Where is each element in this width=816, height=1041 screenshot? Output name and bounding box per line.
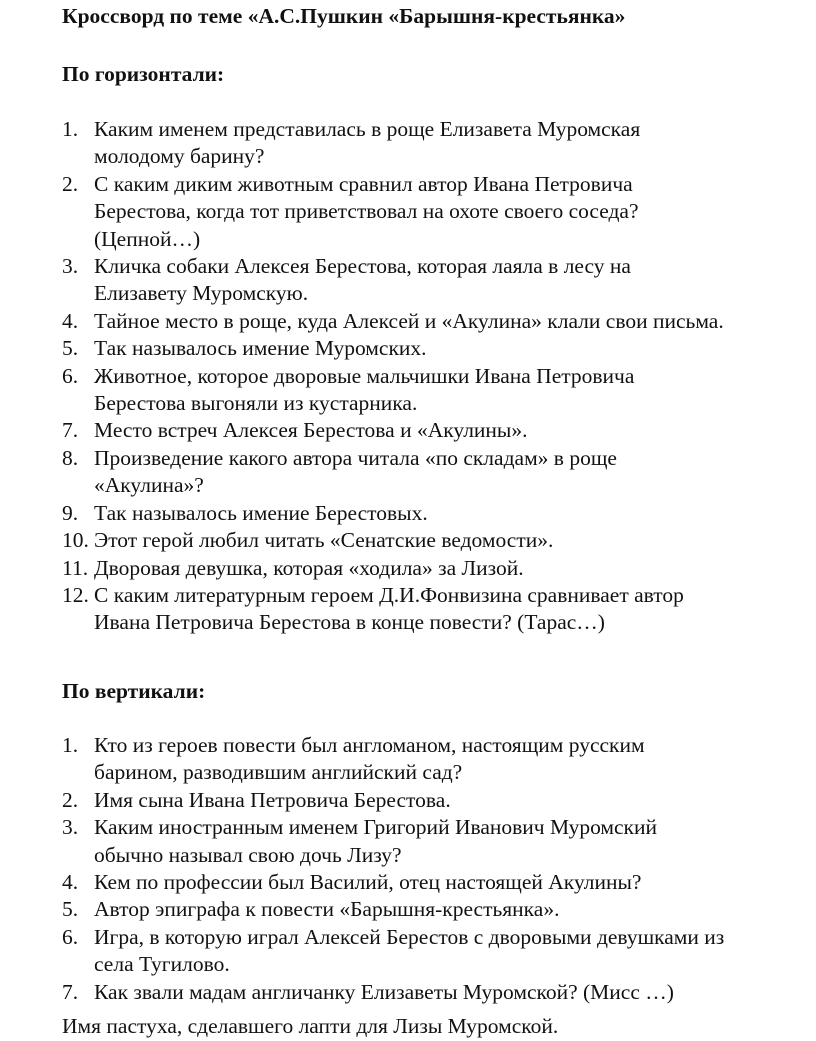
clue-text-line: (Цепной…)	[94, 226, 201, 251]
clue-number: 6.	[62, 363, 79, 388]
clue-text-line: Кто из героев повести был англоманом, настоящим русским	[94, 733, 645, 757]
clue-number: 11.	[62, 555, 89, 580]
clue-text-line: Дворовая девушка, которая «ходила» за Лизой.	[94, 555, 524, 580]
horizontal-clue-item	[0, 308, 816, 335]
clue-number: 4.	[62, 308, 79, 333]
clue-text-line: Кличка собаки Алексея Берестова, которая лаяла в лесу на	[94, 254, 631, 279]
horizontal-clue-item	[0, 527, 816, 554]
horizontal-clue-item	[0, 555, 816, 582]
vertical-clue-item	[0, 732, 816, 787]
clue-number: 7.	[62, 979, 79, 1004]
clue-text-line: Ивана Петровича Берестова в конце повести? (Тарас…)	[94, 610, 605, 635]
clue-number: 3.	[62, 815, 79, 840]
clue-text-line: Кем по профессии был Василий, отец настоящей Акулины?	[94, 870, 642, 895]
clue-text-line: Берестова, когда тот приветствовал на охоте своего соседа?	[94, 199, 639, 224]
clue-number: 3.	[62, 254, 79, 279]
clue-text-line: Так называлось имение Муромских.	[94, 336, 427, 361]
page-title: Кроссворд по теме «А.С.Пушкин «Барышня-крестьянка»	[62, 4, 626, 28]
clue-number: 10.	[62, 528, 89, 553]
clue-text-line: Так называлось имение Берестовых.	[94, 500, 428, 525]
horizontal-clue-item	[0, 445, 816, 500]
clue-text-line: Каким иностранным именем Григорий Иванович Муромский	[94, 815, 658, 840]
clue-text-line: Елизавету Муромскую.	[94, 281, 309, 306]
vertical-clue-item	[0, 924, 816, 979]
vertical-clue-item	[0, 869, 816, 896]
clue-number: 12.	[62, 582, 89, 607]
horizontal-clue-item	[0, 500, 816, 527]
horizontal-clue-item	[0, 171, 816, 253]
clue-text-line: обычно называл свою дочь Лизу?	[94, 842, 402, 867]
clue-text-line: Место встреч Алексея Берестова и «Акулины».	[94, 418, 528, 443]
clue-number: 7.	[62, 418, 79, 443]
horizontal-clue-item	[0, 253, 816, 308]
clue-number: 8.	[62, 445, 79, 470]
horizontal-clue-item	[0, 417, 816, 444]
clue-number: 5.	[62, 897, 79, 922]
clue-text-line: С каким литературным героем Д.И.Фонвизина сравнивает автор	[94, 582, 684, 607]
clue-text-line: «Акулина»?	[94, 473, 204, 498]
vertical-clue-item	[0, 787, 816, 814]
clue-text-line: Как звали мадам англичанку Елизаветы Муромской? (Мисс …)	[94, 979, 674, 1004]
vertical-clue-item	[0, 979, 816, 1006]
clue-text-line: Этот герой любил читать «Сенатские ведомости».	[94, 528, 554, 553]
clue-number: 9.	[62, 500, 79, 525]
horizontal-clue-item	[0, 116, 816, 171]
clue-number: 1.	[62, 117, 79, 141]
clue-text-line: молодому барину?	[94, 144, 265, 169]
clue-text-line: села Тугилово.	[94, 952, 230, 977]
horizontal-heading: По горизонтали:	[62, 62, 225, 86]
horizontal-clue-item	[0, 363, 816, 418]
clue-text-line: Произведение какого автора читала «по складам» в роще	[94, 445, 617, 470]
clue-text-line: С каким диким животным сравнил автор Ивана Петровича	[94, 171, 633, 196]
clue-text-line: Имя сына Ивана Петровича Берестова.	[94, 787, 451, 812]
clue-text-line: Каким именем представилась в роще Елизавета Муромская	[94, 117, 641, 141]
clue-number: 6.	[62, 924, 79, 949]
clue-number: 1.	[62, 733, 79, 757]
clue-number: 2.	[62, 787, 79, 812]
clue-number: 2.	[62, 171, 79, 196]
clue-text-line: Берестова выгоняли из кустарника.	[94, 391, 418, 416]
vertical-clue-item	[0, 814, 816, 869]
clue-text-line: барином, разводившим английский сад?	[94, 760, 463, 785]
clue-text-line: Животное, которое дворовые мальчишки Ивана Петровича	[94, 363, 635, 388]
clue-number: 4.	[62, 870, 79, 895]
vertical-heading: По вертикали:	[62, 679, 206, 703]
vertical-clue-item	[0, 896, 816, 923]
clue-number: 5.	[62, 336, 79, 361]
vertical-clue-list	[0, 732, 816, 1006]
clue-text-line: Игра, в которую играл Алексей Берестов с дворовыми девушками из	[94, 924, 725, 949]
clue-text-line: Тайное место в роще, куда Алексей и «Акулина» клали свои письма.	[94, 308, 724, 333]
horizontal-clue-item	[0, 582, 816, 637]
horizontal-clue-list	[0, 116, 816, 637]
trailing-clue-text: Имя пастуха, сделавшего лапти для Лизы Муромской.	[62, 1014, 559, 1038]
horizontal-clue-item	[0, 335, 816, 362]
clue-text-line: Автор эпиграфа к повести «Барышня-крестьянка».	[94, 897, 560, 922]
